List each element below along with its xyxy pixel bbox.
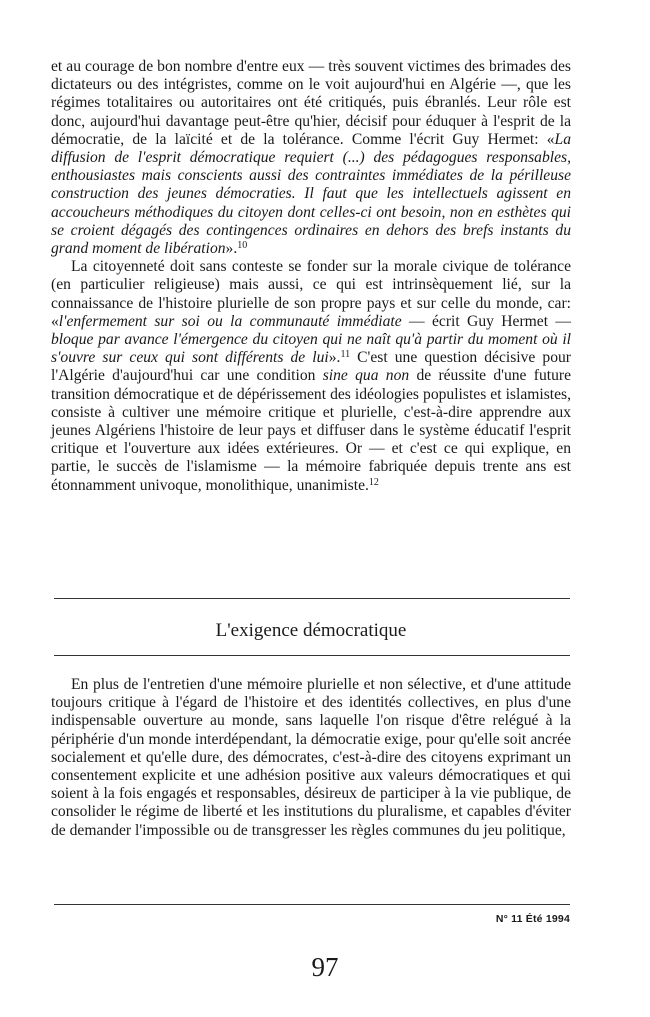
hermet-quote-part2: bloque par avance l'émergence du citoyen qui ne naît qu'à partir du moment où il s'ouvre sur ceux qui sont différents de lui [51,331,571,367]
page-number: 97 [311,952,339,982]
section-rule-top [54,598,570,599]
hermet-quote: La diffusion de l'esprit démocratique requiert (...) des pédagogues responsables, enthousiastes mais conscients aussi des contraintes immédiates de la périlleuse construction des jeunes démocraties. Il faut que les intellectuels agissent en accoucheurs méthodiques du citoyen dont celles-ci ont besoin, non en esthètes qui se croient dégagés des contingences ordinaires en dehors des brefs instants du grand moment de libération [51,130,571,258]
paragraph-exigence: En plus de l'entretien d'une mémoire plurielle et non sélective, et d'une attitude toujours critique à l'égard de l'histoire et des identités collectives, en plus d'une indispensable ouverture au monde, sans laquelle l'on risque d'être relégué à la périphérie d'un monde interdépendant, la démocratie exige, pour qu'elle soit ancrée socialement et qu'elle dure, des démocrates, c'est-à-dire des citoyens exprimant un consentement explicite et une adhésion positive aux valeurs démocratiques et qui soient à la fois engagés et responsables, désireux de participer à la vie publique, de consolider le régime de liberté et les institutions du pluralisme, et capables d'éviter de demander l'impossible ou de transgresser les règles communes du jeu politique, [51,676,571,839]
footnote-ref-12: 12 [368,476,379,488]
section-rule-bottom [54,655,570,656]
paragraph-citoyennete: La citoyenneté doit sans conteste se fonder sur la morale civique de tolérance (en particulier religieuse) mais aussi, ce qui est intrinsèquement lié, sur la connaissance de l'histoire plurielle de son propre pays et sur celle du monde, car: «l'enfermement sur soi ou la communauté immédiate — écrit Guy Hermet — bloque par avance l'émergence du citoyen qui ne naît qu'à partir du moment où il s'ouvre sur ceux qui sont différents de lui».$^{11}$ C'est une question décisive pour l'Algérie d'aujourd'hui car une condition sine qua non de réussite d'une future transition démocratique et de dépérissement des idéologies populistes et islamistes, consiste à cultiver une mémoire critique et plurielle, c'est-à-dire apprendre aux jeunes Algériens l'histoire de leur pays et diffuser dans le système éducatif l'esprit critique et l'ouverture aux idées extérieures. Or — et c'est ce qui explique, en partie, le succès de l'islamisme — la mémoire fabriquée depuis trente ans est étonnamment univoque, monolithique, unanimiste.$^{12}$ [51,258,571,494]
footnote-ref-11: 11 [340,349,351,361]
footer-rule [54,904,570,905]
section-text-block [51,676,571,840]
issue-label: N° 11 Été 1994 [495,913,570,925]
latin-phrase: sine qua non [322,367,410,385]
paragraph-continuation: et au courage de bon nombre d'entre eux — très souvent victimes des brimades des dictateurs ou des intégristes, comme on le voit aujourd'hui en Algérie —, que les régimes totalitaires ou autoritaires ont été critiqués, puis ébranlés. Leur rôle est donc, aujourd'hui davantage peut-être qu'hier, décisif pour éduquer à l'esprit de la démocratie, de la laïcité et de la tolérance. Comme l'écrit Guy Hermet: «La diffusion de l'esprit démocratique requiert (...) des pédagogues responsables, enthousiastes mais conscients aussi des contraintes immédiates de la périlleuse construction des jeunes démocraties. Il faut que les intellectuels agissent en accoucheurs méthodiques du citoyen dont celles-ci ont besoin, non en esthètes qui se croient dégagés des contingences ordinaires en dehors des brefs instants du grand moment de libération».$^{10}$ [51,58,571,258]
hermet-quote-part1: l'enfermement sur soi ou la communauté immédiate [58,312,402,330]
footnote-ref-10: 10 [237,240,248,252]
main-text-block [51,58,571,495]
section-title: L'exigence démocratique [215,620,407,641]
